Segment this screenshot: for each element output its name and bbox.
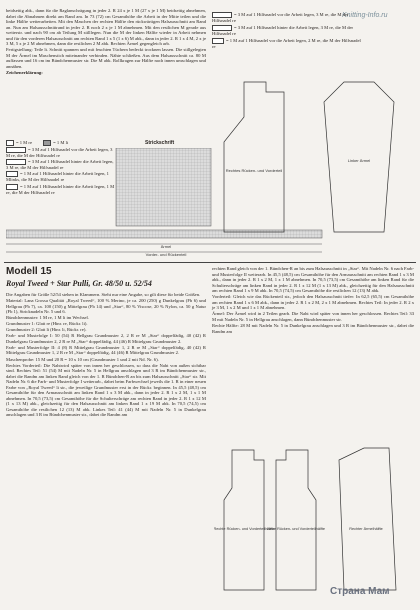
legend-row: = 3 M auf 1 Hilfsnadel hinter die Arbeit legen, 3 M re, die M der Hilfsnadel re	[6, 159, 114, 171]
paragraph: Vorderteil: Gleich wie das Rückenteil str., jedoch den Halsausschnitt tiefer: In 62,5 (65,5) cm Gesamthöhe am rechten Rand 1 x 6 M abk., dann in jeder 2. R 1 x 2 M, 2 x 1 M abnehmen. Rechtes Teil: In jeder 2. R 2 x je 3 M, 1 x 2 M und 1 x 1 M abnehmen.	[212, 294, 414, 311]
paragraph: Farb- und Musterfolge II: 4 (8) R Mittelgrau Grundmuster 1, 2 R re M „Star“ doppelfädig, 40 (42) R Mittelgrau Grundmuster 1, 2 R re M „Star“ doppelfädig, 44 (46) R Mittelgrau Grundmuster 2.	[6, 344, 206, 356]
paragraph: Rechtes Vorderteil: Die Nahtwird später von innen her geschlossen, so dass die Naht von außen sichtbar sind. Rechtes Teil: 51 (54) M mit Nadeln Nr. 5 in Hellgrau anschlagen und 3 R im Bündchenmuster str., dabei die Randm am linken Rand gleich von der 1. R Bündchen-R an bis zum Halsausschnitt „Star“ str. Mit Nadeln Nr. 6 die Farb- und Musterfolge I weiterarb., dabei beim Farbwechsel jeweils die 1. R in einer neuen Farbe von „Royal Tweed“ li str., die jeweilige Grundmuster erst in der Rückr. beginnen. In 45,5 (48,5) cm Gesamthöhe für den Armausschnitt am linken Rand 1 x 3 M abk., dann in jeder 2. R 1 x 2 M, 1 x 1 M abnehmen. In 70,5 (73,5) cm Gesamthöhe für die Schulterschräge am rechten Rand in jeder 2. R 1 x 12 M (1 x 13 M) abk., gleichzeitig für den Halsausschnitt am linken Rand 1 x 19 M abk. In 70,5 (74,5) cm Gesamthöhe die restlichen 12 (13) M abk. Linkes Teil: 41 (44) M mit Nadeln Nr. 5 in Dunkelgrau anschlagen und 3 R im Bündchenmuster str., dabei die Randm am	[6, 362, 206, 418]
paragraph: Farb- und Mustefolge I: 50 (54) R Hellgrau Grundmuster 2, 2 R re M „Star“ doppelfädig, 40 (42) R Dunkelgrau Grundmuster 2, 2 R re M „Star“ doppelfädig, 44 (46) R Mittelgrau Grundmuster 2.	[6, 333, 206, 344]
model-title: Modell 15	[6, 266, 52, 277]
arrow-label: Vorder- und Rückenteil	[145, 252, 187, 257]
schematic-diagram	[214, 72, 414, 244]
paragraph: rechten Rand gleich von der 1. Bündchen-R an bis zum Halsausschnitt in „Star“. Mit Nadeln Nr. 6 nach Farb- und Musterfolge II weiterarb. In 45,5 (48,5) cm Gesamthöhe für den Armausschnitt am rechten Rand 1 x 3 M abk., dann in jeder 2. R 1 x 2 M, 1 x 1 M abnehmen. In 70,5 (73,5) cm Gesamthöhe am linken Rand für die Schulterschräge am linken Rand in jeder 2. R 1 x 12 M (1 x 13 M) abk., gleichzeitig für den Halsausschnitt am rechten Rand 1 x 9 M abk. In 70,5 (74,5) cm Gesamthöhe die restlichen 12 (13) M abk.	[212, 266, 414, 294]
paragraph: beidseitig abk., dann für die Raglanschrägung in jeder 2. R 24 x je 1 M (27 x je 1 M) beidseitig abnehmen, dabei die Abnahmen direkt am Rand am. In 73 (72) cm Gesamthöhe die Arbeit in der Mitte teilen und die linke Hälfte weiterarbeiten. Mit den Maschen der rechten Hälfte den rückwärtigen Halsausschnitt am Rand an. Nun am Halsausschnittrand in jeder 2. R noch 2 x je 1 M abnehmen. Mit den restlichen M gerade aus weiterstr. und nach 90 cm ab Teilung M stilllegen. Nun die M der linken Hälfte wieder in Arbeit nehmen und für den vorderen Halsausschnitt am rechten Rand 1 x 5 (1 x 6) M abk., dann in jeder 2. R 1 x 4 M, 2 x je 3 M, 5 x je 2 M abnehmen, dann die restlichen 2 M abk. Rechten Ärmel gegengleich arb.	[6, 8, 206, 47]
legend-row: = 1 M auf 1 Hilfsnadel vor die Arbeit legen, 2 M re, die M der Hilfsnadel re	[212, 38, 361, 50]
purl-symbol-icon	[43, 140, 51, 146]
paragraph: Fertigstellung: Teile lt. Schnitt spannen und mit feuchten Tüchern bedeckt trocknen lassen. Die stillgelegten M der Ärmel im Maschenstich miteinander verbinden. Nähte schließen. Aus dem Halsausschnitt ca. 80 M auffassen und 16 cm im Bündchenmuster str. Die M abk. Rollkragen zur Hälfte nach innen umschlagen und annähen.	[6, 47, 206, 69]
legend-row: = 3 M auf 1 Hilfsnadel vor die Arbeit legen, 3 M re, die M der Hilfsnadel re	[212, 12, 349, 23]
paragraph: Zeichenerklärung:	[6, 70, 43, 76]
paragraph: Material: Lana Grossa Qualität „Royal Tweed“, 100 % Merino, je ca. 200 (250) g Dunkelgrau (Fb 6) und Hellgrau (Fb 7), ca. 100 (150) g Mittelgrau (Fb 14) und „Star“, 80 % Viscose, 20 % Nylon, ca. 50 g Natur (Fb 1), Stricknadeln Nr. 5 und 6.	[6, 298, 206, 315]
paragraph: Maschenprobe: 15 M und 20 R = 10 x 10 cm (Grundmuster 1 und 2 mit Nd. Nr. 6).	[6, 356, 159, 362]
sec2-left-column	[6, 292, 206, 419]
paragraph: Grundmuster 1: Glatt re (Hinr. re, Rückr. li).	[6, 321, 88, 327]
legend-row: = 1 M auf 1 Hilfsnadel hinter die Arbeit legen, 1 M re, die M der Hilfsnadel re	[6, 183, 115, 195]
diagram-label: Linke Rücken- und Vorderteilhälfte	[266, 527, 326, 531]
legend-row: = 3 M auf 1 Hilfsnadel hinter die Arbeit legen, 3 M re, die M der Hilfsnadel re	[212, 25, 354, 37]
legend-row: = 1 M auf 1 Hilfsnadel hinter die Arbeit legen, 1 Mlinks, die M der Hilfsnadel re	[6, 171, 109, 183]
legend-row: = 3 M auf 1 Hilfsnadel vor die Arbeit legen, 3 M re, die M der Hilfsnadel re	[6, 147, 113, 158]
sec2-right-column	[212, 266, 414, 335]
diagram-label: Rechter Ärmelhälfte	[349, 527, 383, 531]
diagram-label: Rechte Rücken- und Vorderteilhälfte	[214, 527, 275, 531]
paragraph: Grundmuster 2: Glatt li (Hinr. li, Rückr. re).	[6, 327, 87, 333]
watermark-bottom: Страна Мам	[330, 586, 390, 597]
model-subtitle: Royal Tweed + Star Pulli, Gr. 48/50 u. 52/54	[6, 279, 152, 288]
paragraph: Bündchenmuster: 1 M re, 1 M li im Wechsel.	[6, 315, 89, 321]
diagram-label: Linker Ärmel	[347, 158, 371, 163]
schematic-diagram-2	[214, 440, 414, 600]
paragraph: Ärmel: Der Ärmel wird in 2 Teilen gearb. Die Naht wird später von innen her geschlossen. Rechtes Teil: 33 M mit Nadeln Nr. 5 in Hellgrau anschlagen, dann Bündchenmuster str.	[212, 311, 414, 322]
arrow-label: Ärmel	[160, 244, 172, 249]
diagram-label: Rechtes Rücken- und Vorderteil	[225, 168, 283, 173]
paragraph: Rechte Hälfte: 28 M mit Nadeln Nr. 5 in Dunkelgrau anschlagen und 3 R im Bündchenmuster str., dabei die Randm am	[212, 322, 414, 334]
section-divider	[4, 262, 416, 263]
paragraph: Die Angaben für Größe 52/54 stehen in Klammern. Steht nur eine Angabe, so gilt diese für beide Größen.	[6, 292, 201, 297]
sec1-left-column	[6, 8, 206, 76]
legend-row: = 1 M re = 1 M li	[6, 140, 116, 146]
chart-title: Strickschrift	[145, 140, 175, 146]
knit-symbol-icon	[6, 140, 14, 146]
watermark-top: Knitting-Info.ru	[342, 12, 388, 19]
sec1-right-legend	[212, 12, 362, 50]
